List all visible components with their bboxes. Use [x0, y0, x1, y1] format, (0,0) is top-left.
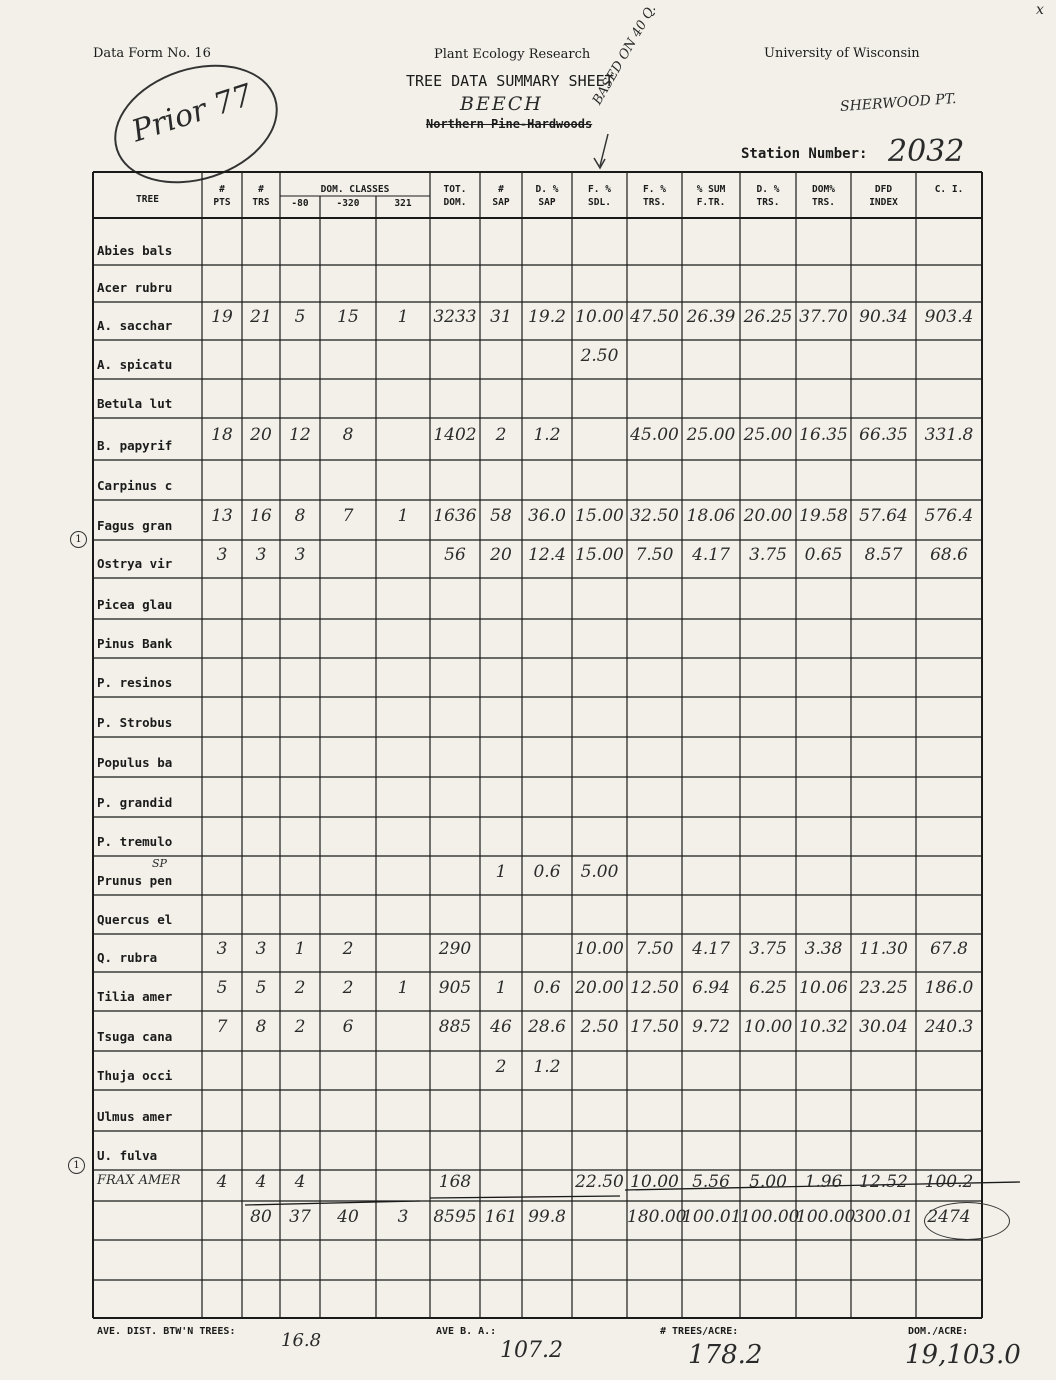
species-name: Acer rubru: [97, 280, 173, 295]
cell-dfd: 11.30: [859, 939, 908, 959]
circle-note-text: Prior 77: [127, 77, 257, 150]
header-c321: 321: [394, 198, 412, 209]
cell-domtrs: 10.32: [799, 1017, 848, 1037]
margin-mark: 1: [70, 531, 87, 548]
cell-dtrs: 26.25: [743, 307, 793, 327]
species-name: Betula lut: [97, 396, 173, 411]
cell-domtrs: 19.58: [799, 506, 848, 526]
cell-dfd: 66.35: [859, 425, 908, 445]
cell-c80: 1: [294, 939, 306, 959]
header-c80: -80: [291, 198, 309, 209]
species-name: Abies bals: [97, 243, 173, 258]
cell-c80: 3: [294, 545, 306, 565]
cell-c320: 6: [342, 1017, 354, 1037]
species-name: Pinus Bank: [97, 636, 173, 651]
cell-c320: 15: [337, 307, 359, 327]
cell-fsdl: 2.50: [580, 1017, 619, 1037]
cell-dsap: 19.2: [528, 307, 566, 327]
cell-sap: 1: [495, 977, 507, 998]
cell-ftrs: 12.50: [630, 977, 679, 998]
cell-domtrs: 100.00: [796, 1206, 856, 1227]
species-name: P. grandid: [97, 795, 173, 810]
cell-tot: 168: [438, 1171, 472, 1192]
location-note: SHERWOOD PT.: [839, 90, 957, 116]
cell-ftrs: 45.00: [630, 425, 679, 445]
dom-acre-value: 19,103.0: [905, 1340, 1021, 1370]
cell-sum: 18.06: [686, 506, 736, 526]
cell-c321: 1: [397, 506, 409, 526]
species-name: Prunus pen: [97, 873, 173, 888]
ave-ba-value: 107.2: [500, 1338, 563, 1363]
cell-dsap: 1.2: [533, 1056, 561, 1077]
ave-dist-value: 16.8: [281, 1330, 322, 1351]
cell-ftrs: 32.50: [630, 506, 679, 526]
cell-trs: 80: [250, 1206, 272, 1227]
cell-fsdl: 2.50: [580, 345, 619, 366]
species-name: Tilia amer: [97, 989, 173, 1004]
handwritten-subtitle: BEECH: [460, 93, 543, 115]
header-trs: # TRS: [252, 184, 270, 208]
species-name: P. Strobus: [97, 715, 173, 730]
cell-dsap: 0.6: [533, 861, 561, 882]
cell-dfd: 8.57: [864, 545, 903, 565]
cell-sum: 9.72: [692, 1017, 730, 1037]
header-f_trs: F. % TRS.: [643, 184, 666, 208]
cell-domtrs: 0.65: [804, 545, 843, 565]
cell-c80: 37: [289, 1206, 311, 1227]
header-sum_ftr: % SUM F.TR.: [696, 184, 726, 208]
species-name: Fagus gran: [97, 518, 173, 533]
cell-c320: 40: [337, 1206, 359, 1227]
trees-acre-value: 178.2: [688, 1340, 763, 1370]
organization: Plant Ecology Research: [434, 47, 591, 62]
cell-fsdl: 10.00: [575, 939, 624, 959]
species-name: A. sacchar: [97, 318, 173, 333]
cell-tot: 1402: [433, 425, 477, 445]
cell-trs: 4: [255, 1171, 267, 1192]
cell-dfd: 30.04: [859, 1017, 908, 1037]
cell-tot: 290: [438, 939, 472, 959]
cell-tot: 3233: [433, 307, 477, 327]
species-name: P. tremulo: [97, 834, 173, 849]
cell-dfd: 300.01: [853, 1206, 914, 1227]
cell-dsap: 99.8: [528, 1206, 566, 1227]
form-number: Data Form No. 16: [93, 46, 211, 61]
species-name: Picea glau: [97, 597, 173, 612]
species-name: Populus ba: [97, 755, 173, 770]
cell-ci: 100.2: [924, 1171, 974, 1192]
cell-tot: 1636: [433, 506, 477, 526]
cell-tot: 56: [444, 545, 466, 565]
cell-domtrs: 1.96: [804, 1171, 843, 1192]
cell-ci: 331.8: [924, 425, 974, 445]
header-tree: TREE: [136, 194, 159, 205]
header-dom-classes: DOM. CLASSES: [320, 184, 390, 195]
cell-sap: 1: [495, 861, 507, 882]
cell-trs: 3: [255, 939, 267, 959]
species-name: B. papyrif: [97, 438, 173, 453]
cell-pts: 7: [216, 1017, 228, 1037]
cell-dtrs: 5.00: [749, 1171, 787, 1192]
cell-trs: 5: [255, 977, 267, 998]
species-name: Quercus el: [97, 912, 173, 927]
cell-dtrs: 100.00: [740, 1206, 800, 1227]
cell-dtrs: 3.75: [749, 545, 787, 565]
header-dom_trs: DOM% TRS.: [812, 184, 835, 208]
cell-pts: 18: [211, 425, 233, 445]
cell-domtrs: 10.06: [799, 977, 848, 998]
prunus-note: SP: [152, 857, 167, 870]
university: University of Wisconsin: [764, 46, 920, 61]
cell-domtrs: 3.38: [804, 939, 843, 959]
header-tot_dom: TOT. DOM.: [443, 184, 467, 208]
cell-c80: 12: [289, 425, 311, 445]
cell-c320: 8: [342, 425, 354, 445]
cell-fsdl: 20.00: [575, 977, 624, 998]
cell-trs: 16: [250, 506, 272, 526]
cell-sum: 100.01: [682, 1206, 742, 1227]
cell-c80: 8: [294, 506, 306, 526]
cell-ci: 186.0: [924, 977, 974, 998]
cell-fsdl: 15.00: [575, 545, 624, 565]
species-name: P. resinos: [97, 675, 173, 690]
cell-c320: 7: [342, 506, 354, 526]
cell-dsap: 1.2: [533, 425, 561, 445]
cell-dfd: 23.25: [859, 977, 908, 998]
cell-c321: 3: [397, 1206, 409, 1227]
cell-ci: 903.4: [924, 307, 974, 327]
cell-ftrs: 17.50: [630, 1017, 679, 1037]
cell-c321: 1: [397, 977, 409, 998]
cell-c80: 2: [294, 1017, 306, 1037]
trees-acre-label: # TREES/ACRE:: [660, 1326, 739, 1337]
species-name: FRAX AMER: [97, 1173, 181, 1188]
species-name: U. fulva: [97, 1148, 158, 1163]
header-dfd: DFD INDEX: [869, 184, 898, 208]
cell-trs: 20: [250, 425, 272, 445]
cell-trs: 21: [250, 307, 272, 327]
cell-c320: 2: [342, 939, 354, 959]
cell-dsap: 0.6: [533, 977, 561, 998]
cell-ftrs: 47.50: [630, 307, 679, 327]
header-d_trs: D. % TRS.: [756, 184, 780, 208]
cell-trs: 3: [255, 545, 267, 565]
cell-c80: 4: [294, 1171, 306, 1192]
ave-ba-label: AVE B. A.:: [436, 1326, 497, 1337]
header-ci: C. I.: [934, 184, 964, 195]
cell-c80: 5: [294, 307, 306, 327]
cell-dfd: 90.34: [859, 307, 908, 327]
species-name: Tsuga cana: [97, 1029, 173, 1044]
cell-sap: 31: [490, 307, 512, 327]
corner-mark: x: [1036, 2, 1044, 18]
cell-sum: 4.17: [692, 939, 730, 959]
cell-ci: 68.6: [930, 545, 968, 565]
cell-dfd: 57.64: [859, 506, 908, 526]
cell-fsdl: 5.00: [580, 861, 619, 882]
cell-dtrs: 25.00: [743, 425, 793, 445]
cell-fsdl: 10.00: [575, 307, 624, 327]
cell-domtrs: 16.35: [799, 425, 848, 445]
species-name: Q. rubra: [97, 950, 158, 965]
cell-ftrs: 180.00: [627, 1206, 687, 1227]
cell-pts: 19: [211, 307, 233, 327]
header-sap: # SAP: [492, 184, 510, 208]
species-name: Thuja occi: [97, 1068, 173, 1083]
species-name: Carpinus c: [97, 478, 173, 493]
cell-dtrs: 20.00: [743, 506, 793, 526]
cell-pts: 3: [216, 545, 228, 565]
cell-sum: 5.56: [692, 1171, 730, 1192]
cell-pts: 3: [216, 939, 228, 959]
header-pts: # PTS: [213, 184, 231, 208]
cell-sum: 25.00: [686, 425, 736, 445]
struck-subtitle: Northern Pine-Hardwoods: [426, 117, 593, 131]
header-d_sap: D. % SAP: [535, 184, 559, 208]
cell-c321: 1: [397, 307, 409, 327]
cell-ftrs: 7.50: [635, 545, 674, 565]
species-name: Ulmus amer: [97, 1109, 173, 1124]
ave-dist-label: AVE. DIST. BTW'N TREES:: [97, 1326, 236, 1337]
species-name: Ostrya vir: [97, 556, 173, 571]
based-on-note: BASED ON 40 Q.: [590, 2, 660, 108]
cell-tot: 8595: [433, 1206, 477, 1227]
cell-tot: 885: [438, 1017, 472, 1037]
cell-sum: 6.94: [692, 977, 730, 998]
species-name: A. spicatu: [97, 357, 173, 372]
cell-ci: 2474: [927, 1206, 971, 1227]
cell-sap: 20: [490, 545, 512, 565]
cell-pts: 4: [216, 1171, 228, 1192]
cell-dtrs: 3.75: [749, 939, 787, 959]
cell-dsap: 12.4: [528, 545, 566, 565]
header-f_sdl: F. % SDL.: [588, 184, 611, 208]
cell-sap: 46: [490, 1017, 512, 1037]
cell-dsap: 36.0: [528, 506, 566, 526]
cell-ftrs: 7.50: [635, 939, 674, 959]
cell-ftrs: 10.00: [630, 1171, 679, 1192]
margin-mark: 1: [68, 1157, 85, 1174]
cell-sum: 4.17: [692, 545, 730, 565]
cell-fsdl: 22.50: [575, 1171, 624, 1192]
cell-c80: 2: [294, 977, 306, 998]
cell-dsap: 28.6: [528, 1017, 566, 1037]
cell-sap: 2: [495, 1056, 507, 1077]
station-label: Station Number:: [741, 146, 868, 162]
cell-fsdl: 15.00: [575, 506, 624, 526]
station-number: 2032: [888, 134, 965, 169]
cell-pts: 13: [211, 506, 233, 526]
cell-sap: 2: [495, 425, 507, 445]
cell-pts: 5: [216, 977, 228, 998]
cell-ci: 240.3: [924, 1017, 974, 1037]
dom-acre-label: DOM./ACRE:: [908, 1326, 969, 1337]
total-circle: [924, 1202, 1010, 1240]
cell-sap: 58: [490, 506, 512, 526]
cell-ci: 67.8: [930, 939, 968, 959]
cell-tot: 905: [438, 977, 472, 998]
cell-sum: 26.39: [686, 307, 736, 327]
cell-dtrs: 6.25: [749, 977, 787, 998]
cell-ci: 576.4: [924, 506, 974, 526]
sheet-title: TREE DATA SUMMARY SHEET: [406, 72, 614, 90]
cell-trs: 8: [255, 1017, 267, 1037]
cell-dtrs: 10.00: [743, 1017, 793, 1037]
header-c320: -320: [336, 198, 360, 209]
cell-dfd: 12.52: [859, 1171, 908, 1192]
cell-c320: 2: [342, 977, 354, 998]
cell-sap: 161: [484, 1206, 518, 1227]
cell-domtrs: 37.70: [799, 307, 848, 327]
